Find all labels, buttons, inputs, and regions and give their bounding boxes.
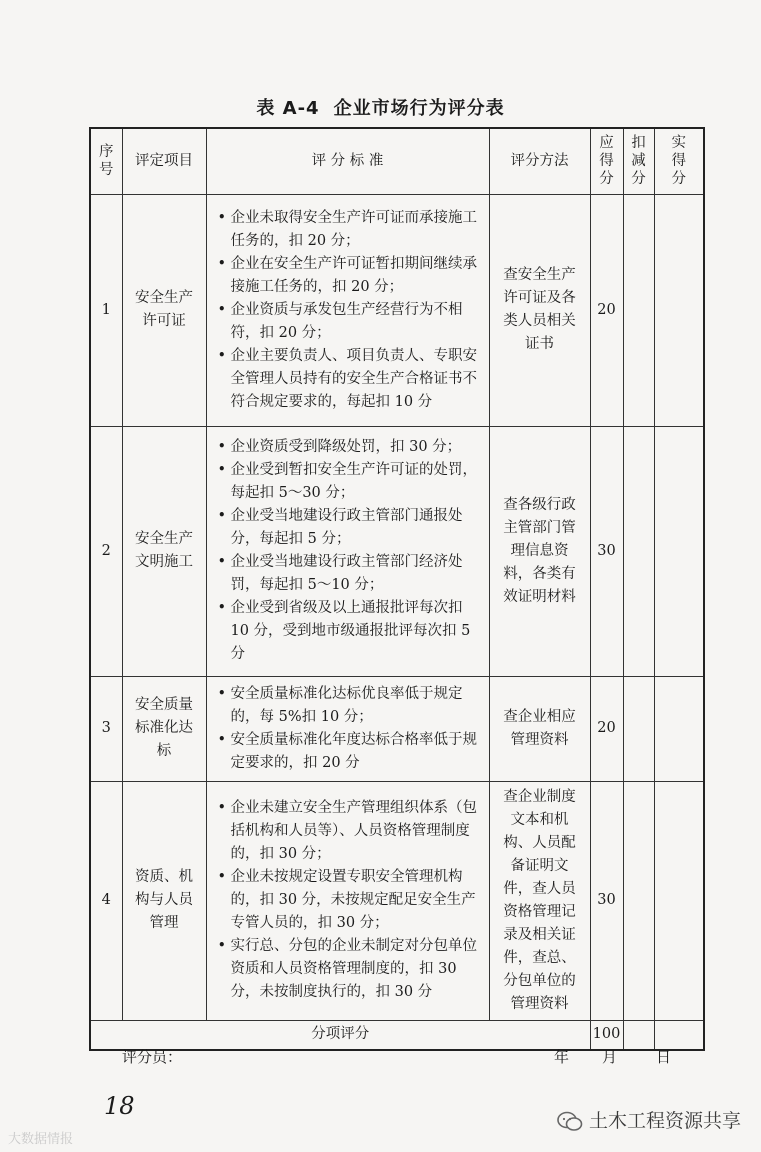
header-criteria: 评 分 标 准 (206, 128, 489, 194)
row-score: 20 (590, 676, 623, 781)
header-item: 评定项目 (122, 128, 206, 194)
header-method: 评分方法 (489, 128, 590, 194)
criteria-item: • 企业未按规定设置专职安全管理机构的，扣 30 分，未按规定配足安全生产专管人员的，扣 30 分； (217, 866, 479, 935)
watermark-right: 土木工程资源共享 (557, 1106, 741, 1133)
criteria-item: • 企业资质受到降级处罚，扣 30 分； (217, 436, 479, 459)
row-no: 3 (90, 676, 122, 781)
criteria-item: • 企业在安全生产许可证暂扣期间继续承接施工任务的，扣 20 分； (217, 253, 479, 299)
header-deduction: 扣减分 (623, 128, 654, 194)
watermark-left: 大数据情报 (8, 1132, 74, 1147)
table-row (90, 426, 704, 676)
row-actual (654, 781, 704, 1020)
row-no: 2 (90, 426, 122, 676)
row-no: 1 (90, 194, 122, 426)
row-deduction (623, 676, 654, 781)
criteria-item: • 企业受当地建设行政主管部门通报处分，每起扣 5 分； (217, 505, 479, 551)
row-deduction (623, 426, 654, 676)
header-no: 序号 (90, 128, 122, 194)
table-row (90, 781, 704, 1020)
criteria-item: • 企业受当地建设行政主管部门经济处罚，每起扣 5～10 分； (217, 551, 479, 597)
criteria-item: • 企业受到暂扣安全生产许可证的处罚，每起扣 5～30 分； (217, 459, 479, 505)
subtotal-deduction (623, 1020, 654, 1050)
criteria-item: • 企业未建立安全生产管理组织体系（包括机构和人员等）、人员资格管理制度的，扣 30 分； (217, 797, 479, 866)
wechat-icon (557, 1111, 583, 1133)
row-method: 查安全生产许可证及各类人员相关证书 (489, 194, 590, 426)
row-deduction (623, 781, 654, 1020)
subtotal-label: 分项评分 (90, 1020, 590, 1050)
criteria-item: • 企业受到省级及以上通报批评每次扣 10 分，受到地市级通报批评每次扣 5 分 (217, 597, 479, 666)
table-name: 企业市场行为评分表 (333, 98, 505, 119)
row-actual (654, 194, 704, 426)
row-method: 查各级行政主管部门管理信息资料，各类有效证明材料 (489, 426, 590, 676)
page-number: 18 (104, 1092, 135, 1120)
criteria-item: • 企业主要负责人、项目负责人、专职安全管理人员持有的安全生产合格证书不符合规定要求的，每起扣 10 分 (217, 345, 479, 414)
row-actual (654, 426, 704, 676)
table-row (90, 194, 704, 426)
header-should-score: 应得分 (590, 128, 623, 194)
row-criteria (206, 426, 489, 676)
criteria-item: • 安全质量标准化年度达标合格率低于规定要求的，扣 20 分 (217, 729, 479, 775)
header-row (90, 128, 704, 194)
row-actual (654, 676, 704, 781)
row-score: 30 (590, 426, 623, 676)
criteria-item: • 实行总、分包的企业未制定对分包单位资质和人员资格管理制度的，扣 30 分，未按制度执行的，扣 30 分 (217, 935, 479, 1004)
scoring-table (89, 127, 705, 1051)
row-criteria (206, 781, 489, 1020)
row-item: 安全生产许可证 (122, 194, 206, 426)
criteria-item: • 企业资质与承发包生产经营行为不相符，扣 20 分； (217, 299, 479, 345)
row-item: 安全生产文明施工 (122, 426, 206, 676)
table-title (0, 94, 761, 120)
criteria-item: • 安全质量标准化达标优良率低于规定的，每 5%扣 10 分； (217, 683, 479, 729)
header-actual: 实得分 (654, 128, 704, 194)
criteria-item: • 企业未取得安全生产许可证而承接施工任务的，扣 20 分； (217, 207, 479, 253)
row-item: 资质、机构与人员管理 (122, 781, 206, 1020)
row-criteria (206, 194, 489, 426)
table-row (90, 676, 704, 781)
row-method: 查企业制度文本和机构、人员配备证明文件，查人员资格管理记录及相关证件，查总、分包单位的管理资料 (489, 781, 590, 1020)
day-label: 日 (656, 1048, 672, 1066)
year-label: 年 (554, 1048, 570, 1066)
row-item: 安全质量标准化达标 (122, 676, 206, 781)
row-deduction (623, 194, 654, 426)
row-score: 30 (590, 781, 623, 1020)
subtotal-score: 100 (590, 1020, 623, 1050)
row-criteria (206, 676, 489, 781)
table-number: 表 A-4 (256, 98, 320, 119)
evaluator-label: 评分员： (122, 1048, 183, 1066)
month-label: 月 (602, 1048, 618, 1066)
row-method: 查企业相应管理资料 (489, 676, 590, 781)
row-score: 20 (590, 194, 623, 426)
row-no: 4 (90, 781, 122, 1020)
